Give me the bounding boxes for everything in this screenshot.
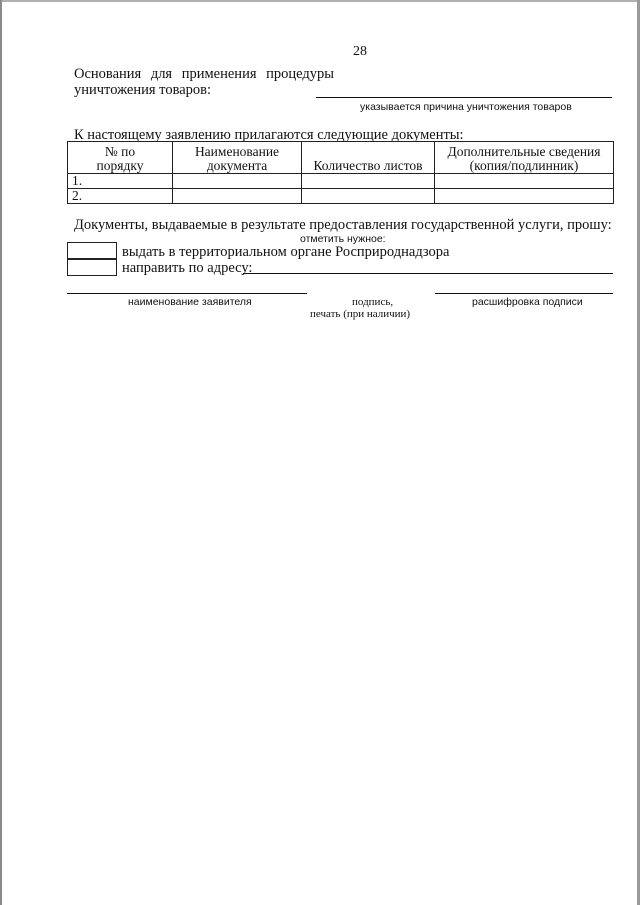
send-by-address-checkbox[interactable]: [67, 258, 117, 276]
stamp-caption: печать (при наличии): [310, 308, 411, 320]
issuance-heading: Документы, выдаваемые в результате предоставления государственной услуги, прошу:: [74, 217, 612, 233]
grounds-label-line2: уничтожения товаров:: [74, 82, 212, 98]
signature-decoding-caption: расшифровка подписи: [472, 296, 583, 308]
mark-note: отметить нужное:: [300, 233, 386, 245]
grounds-label-line1: Основания для применения процедуры: [74, 66, 335, 82]
table-row: [68, 189, 614, 204]
documents-table: [67, 141, 614, 204]
header-document-name-line1: Наименование: [194, 144, 280, 159]
header-document-name: [173, 142, 302, 174]
header-number: [68, 142, 173, 174]
applicant-name-line[interactable]: [67, 293, 307, 294]
applicant-name-caption: наименование заявителя: [128, 296, 252, 308]
signature-decoding-line[interactable]: [435, 293, 613, 294]
header-number-line2: порядку: [96, 158, 144, 173]
row-1-additional-info[interactable]: [435, 174, 614, 189]
address-input-line[interactable]: [243, 273, 613, 274]
table-header-row: [68, 142, 614, 174]
signature-caption: подпись,: [352, 296, 394, 308]
row-1-sheet-count[interactable]: [302, 174, 435, 189]
header-additional-info-line2: (копия/подлинник): [469, 158, 579, 173]
row-2-additional-info[interactable]: [435, 189, 614, 204]
page-edge-left: [0, 0, 2, 905]
send-by-address-label: направить по адресу:: [122, 260, 253, 276]
header-sheet-count: [302, 142, 435, 174]
documents-heading: К настоящему заявлению прилагаются следующие документы:: [74, 127, 464, 143]
reason-caption: указывается причина уничтожения товаров: [360, 101, 572, 113]
header-number-line1: № по: [104, 144, 136, 159]
header-document-name-line2: документа: [206, 158, 268, 173]
header-additional-info-line1: Дополнительные сведения: [447, 144, 601, 159]
page-number: 28: [353, 44, 367, 59]
page-edge-top: [0, 0, 640, 2]
row-2-number: 2.: [68, 189, 173, 204]
issue-in-office-label: выдать в территориальном органе Росприроднадзора: [122, 244, 450, 260]
table-row: [68, 174, 614, 189]
row-2-document-name[interactable]: [173, 189, 302, 204]
row-1-number: 1.: [68, 174, 173, 189]
row-1-document-name[interactable]: [173, 174, 302, 189]
header-additional-info: [435, 142, 614, 174]
header-sheet-count-label: Количество листов: [313, 158, 423, 173]
reason-input-line[interactable]: [316, 97, 612, 98]
row-2-sheet-count[interactable]: [302, 189, 435, 204]
